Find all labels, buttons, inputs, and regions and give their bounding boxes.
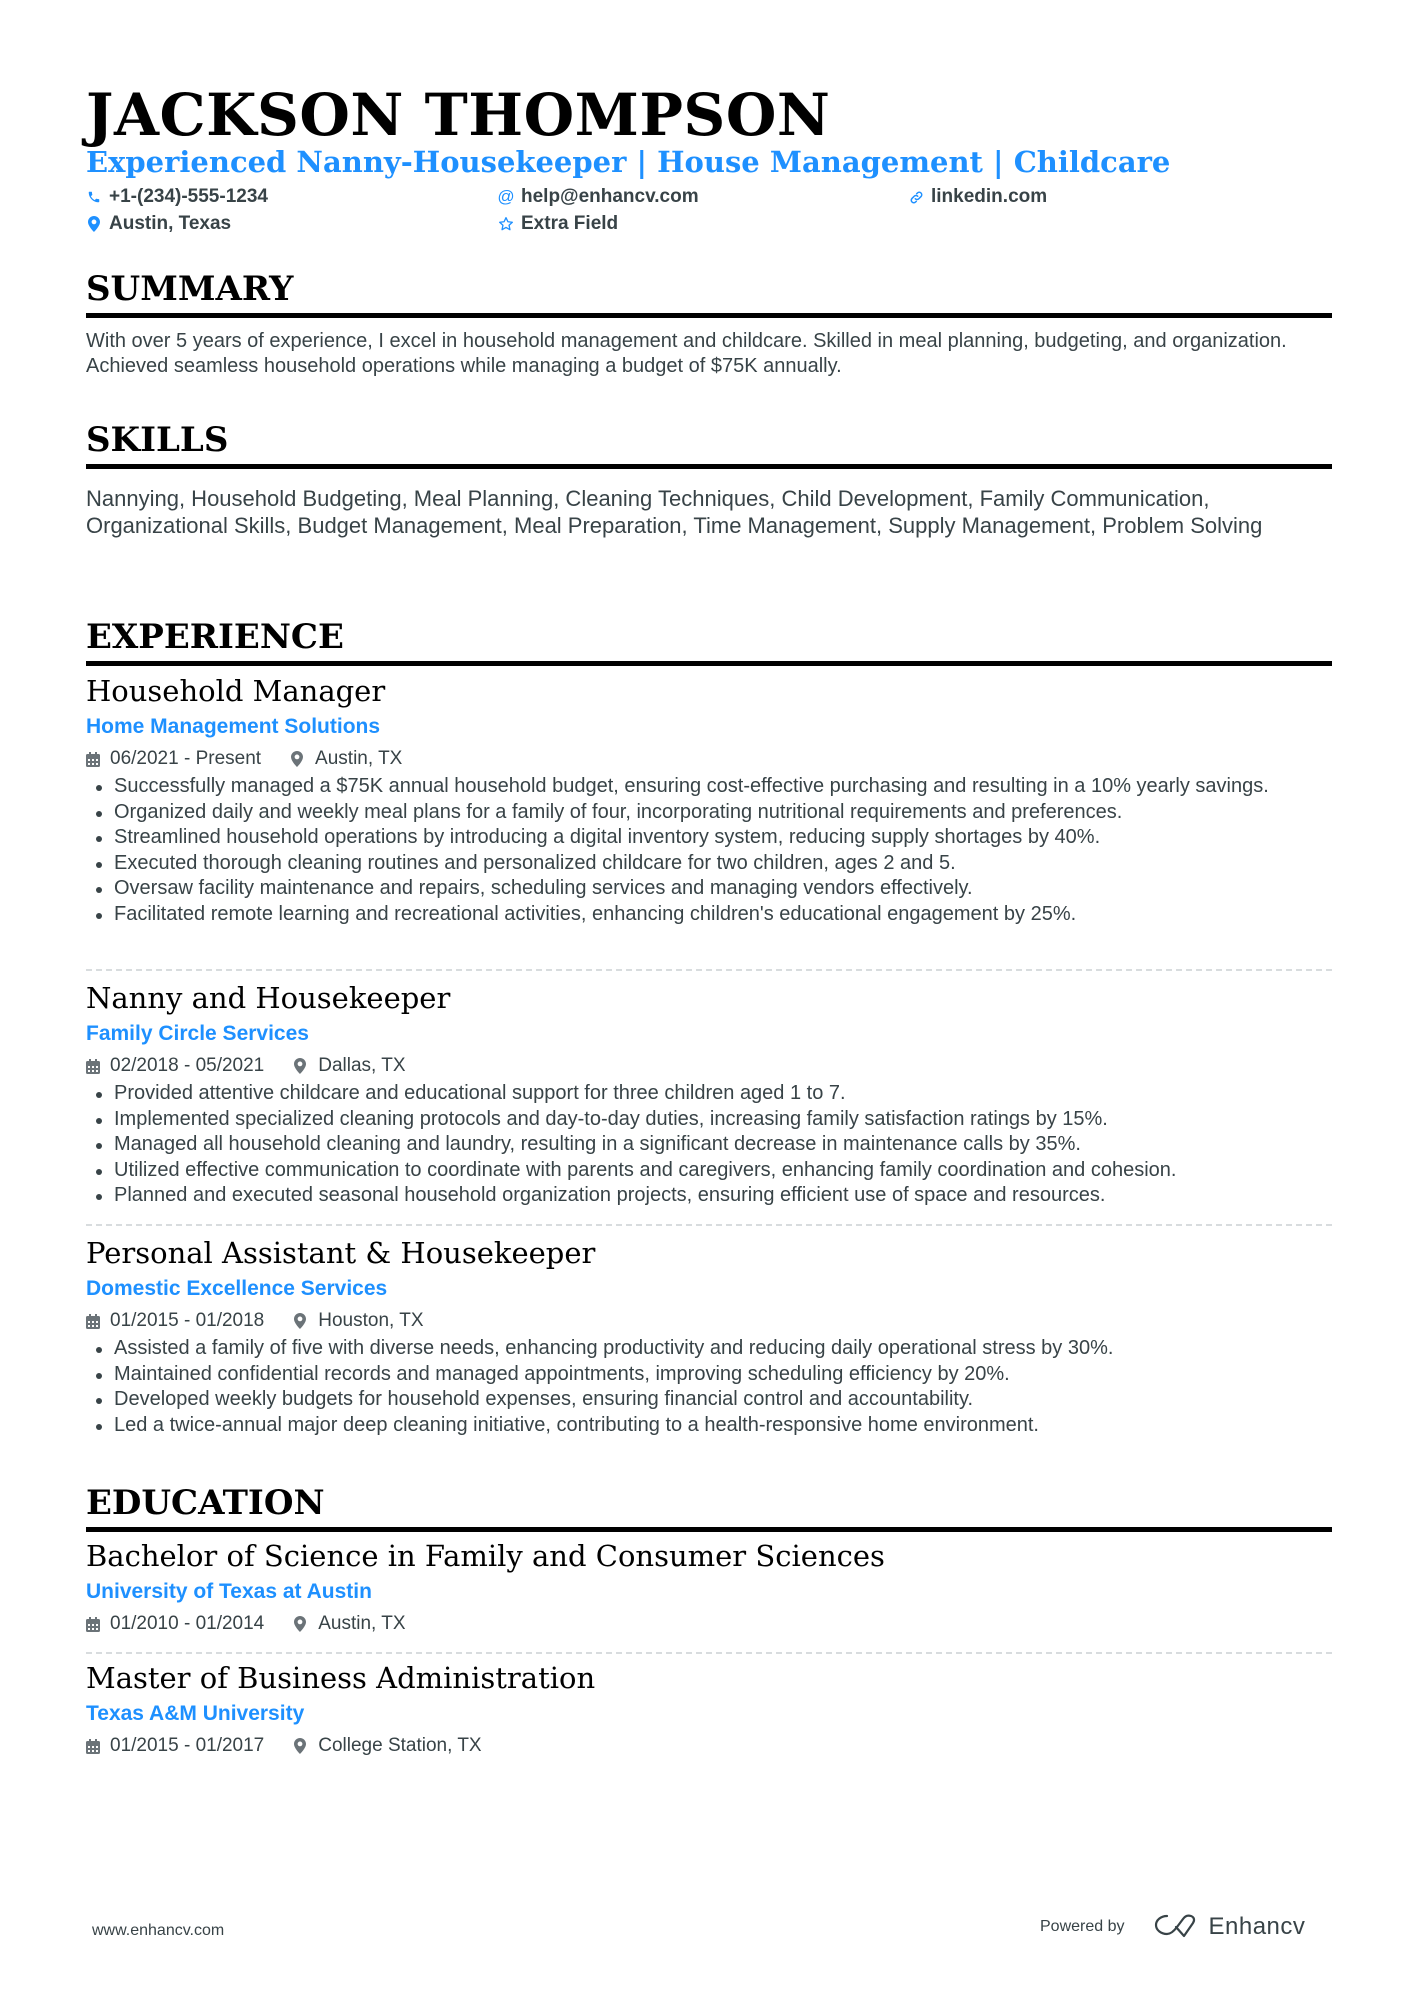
bullet-item: Assisted a family of five with diverse needs, enhancing productivity and reducing daily operational stress by 30%.	[86, 1336, 1332, 1362]
degree-title: Bachelor of Science in Family and Consumer Sciences	[86, 1539, 885, 1573]
bullet-item: Planned and executed seasonal household organization projects, ensuring efficient use of space and resources.	[86, 1183, 1332, 1209]
bullet-item: Executed thorough cleaning routines and personalized childcare for two children, ages 2 and 5.	[86, 851, 1332, 877]
job-location: Houston, TX	[318, 1310, 424, 1331]
school-name: Texas A&M University	[86, 1702, 305, 1725]
entry-divider	[86, 1224, 1332, 1226]
section-title-experience: EXPERIENCE	[86, 616, 1332, 666]
calendar-icon	[86, 1737, 102, 1755]
bullet-item: Developed weekly budgets for household expenses, ensuring financial control and accountability.	[86, 1387, 1332, 1413]
entry-divider	[86, 1652, 1332, 1654]
candidate-name: JACKSON THOMPSON	[86, 81, 831, 149]
bullet-item: Led a twice-annual major deep cleaning initiative, contributing to a health-responsive home environment.	[86, 1413, 1332, 1439]
job-dates: 02/2018 - 05/2021	[110, 1055, 265, 1076]
at-icon: @	[497, 187, 515, 206]
phone-icon	[86, 188, 102, 206]
education-meta	[86, 1611, 1332, 1637]
bullet-item: Maintained confidential records and managed appointments, improving scheduling efficiency by 20%.	[86, 1362, 1332, 1388]
skills-text: Nannying, Household Budgeting, Meal Planning, Cleaning Techniques, Child Development, Family Communication, Organizational Skills, Budget Management, Meal Preparation, Time Management, Supply Management, Problem Solving	[86, 486, 1263, 538]
email-text: help@enhancv.com	[521, 186, 699, 207]
job-meta	[86, 1308, 1332, 1334]
contact-email[interactable]	[498, 184, 699, 210]
section-title-skills: SKILLS	[86, 419, 1332, 469]
extra-field-text: Extra Field	[521, 213, 619, 234]
bullet-item: Successfully managed a $75K annual household budget, ensuring cost-effective purchasing and resulting in a 10% yearly savings.	[86, 774, 1332, 800]
job-dates: 06/2021 - Present	[110, 748, 262, 769]
bullet-item: Facilitated remote learning and recreational activities, enhancing children's educational engagement by 25%.	[86, 902, 1332, 928]
section-title-summary: SUMMARY	[86, 268, 1332, 318]
job-dates: 01/2015 - 01/2018	[110, 1310, 265, 1331]
link-icon	[908, 188, 924, 206]
experience-entry	[86, 1235, 1332, 1438]
experience-entry	[86, 980, 1332, 1209]
job-location: Dallas, TX	[318, 1055, 406, 1076]
job-title: Personal Assistant & Housekeeper	[86, 1236, 596, 1270]
map-pin-icon	[294, 1057, 310, 1075]
location-text: Austin, Texas	[109, 213, 232, 234]
section-title-education: EDUCATION	[86, 1482, 1332, 1532]
footer-website-link[interactable]: www.enhancv.com	[92, 1922, 225, 1939]
contact-extra	[498, 211, 618, 237]
experience-entry	[86, 673, 1332, 927]
summary-text: With over 5 years of experience, I excel in household management and childcare. Skilled in meal planning, budgeting, and organization. Achieved seamless household operations while managing a budget of $75K annually.	[86, 330, 1287, 377]
job-bullets	[86, 1336, 1332, 1438]
job-title: Household Manager	[86, 674, 386, 708]
calendar-icon	[86, 750, 102, 768]
education-entry	[86, 1538, 1332, 1637]
education-entry	[86, 1660, 1332, 1759]
contact-location	[86, 211, 231, 237]
calendar-icon	[86, 1615, 102, 1633]
linkedin-text: linkedin.com	[931, 186, 1048, 207]
map-pin-icon	[294, 1312, 310, 1330]
bullet-item: Streamlined household operations by introducing a digital inventory system, reducing supply shortages by 40%.	[86, 825, 1332, 851]
calendar-icon	[86, 1057, 102, 1075]
school-name: University of Texas at Austin	[86, 1580, 372, 1603]
job-bullets	[86, 774, 1332, 927]
map-pin-icon	[86, 215, 102, 233]
star-icon	[498, 215, 514, 233]
education-meta	[86, 1733, 1332, 1759]
job-meta	[86, 746, 1332, 772]
enhancv-brand-text: Enhancv	[1208, 1913, 1306, 1940]
map-pin-icon	[291, 750, 307, 768]
enhancv-logo-icon	[1153, 1912, 1199, 1943]
bullet-item: Implemented specialized cleaning protocols and day-to-day duties, increasing family satisfaction ratings by 15%.	[86, 1107, 1332, 1133]
bullet-item: Provided attentive childcare and educational support for three children aged 1 to 7.	[86, 1081, 1332, 1107]
education-location: Austin, TX	[318, 1613, 406, 1634]
job-title: Nanny and Housekeeper	[86, 981, 451, 1015]
bullet-item: Organized daily and weekly meal plans for a family of four, incorporating nutritional requirements and preferences.	[86, 800, 1332, 826]
job-meta	[86, 1053, 1332, 1079]
calendar-icon	[86, 1312, 102, 1330]
degree-title: Master of Business Administration	[86, 1661, 596, 1695]
company-name: Family Circle Services	[86, 1022, 309, 1045]
entry-divider	[86, 969, 1332, 971]
company-name: Domestic Excellence Services	[86, 1277, 388, 1300]
bullet-item: Utilized effective communication to coordinate with parents and caregivers, enhancing family coordination and cohesion.	[86, 1158, 1332, 1184]
job-bullets	[86, 1081, 1332, 1209]
education-dates: 01/2010 - 01/2014	[110, 1613, 265, 1634]
education-location: College Station, TX	[318, 1735, 482, 1756]
phone-text: +1-(234)-555-1234	[109, 186, 268, 207]
bullet-item: Managed all household cleaning and laundry, resulting in a significant decrease in maintenance calls by 35%.	[86, 1132, 1332, 1158]
education-dates: 01/2015 - 01/2017	[110, 1735, 265, 1756]
contact-phone[interactable]	[86, 184, 268, 210]
footer-powered-by[interactable]	[1040, 1910, 1305, 1944]
map-pin-icon	[294, 1737, 310, 1755]
contact-info	[86, 184, 1332, 240]
candidate-headline: Experienced Nanny-Housekeeper | House Management | Childcare	[86, 145, 1171, 179]
contact-linkedin[interactable]	[908, 184, 1047, 210]
job-location: Austin, TX	[315, 748, 403, 769]
company-name: Home Management Solutions	[86, 715, 381, 738]
bullet-item: Oversaw facility maintenance and repairs, scheduling services and managing vendors effectively.	[86, 876, 1332, 902]
map-pin-icon	[294, 1615, 310, 1633]
powered-by-label: Powered by	[1040, 1918, 1125, 1935]
